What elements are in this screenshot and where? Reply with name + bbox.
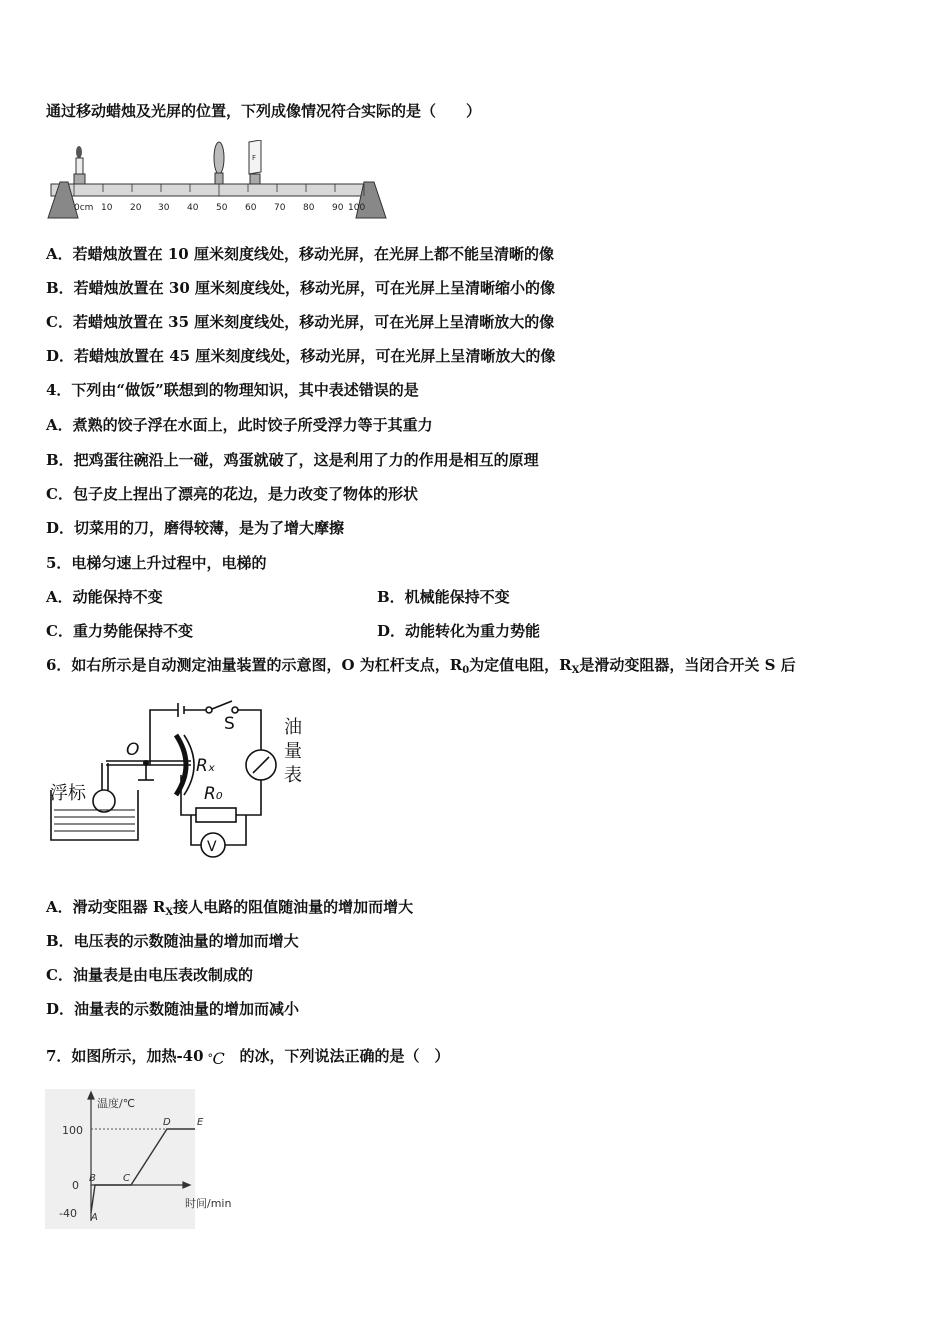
heating-curve-figure bbox=[45, 1089, 245, 1229]
y-tick-0: 0 bbox=[72, 1179, 79, 1192]
scale-label-40: 40 bbox=[187, 203, 199, 213]
q7-unit-c: C bbox=[212, 1049, 225, 1068]
optical-bench-figure bbox=[46, 140, 391, 222]
q6-stem-part2: 为定值电阻，R bbox=[469, 656, 572, 674]
screen-label: F bbox=[252, 154, 257, 162]
scale-label-20: 20 bbox=[130, 203, 142, 213]
candle bbox=[74, 146, 85, 184]
scale-label-60: 60 bbox=[245, 203, 257, 213]
q6-stem-part1: 6．如右所示是自动测定油量装置的示意图，O 为杠杆支点，R bbox=[46, 656, 463, 674]
q7-stem bbox=[46, 1046, 450, 1066]
q6-stem-subx: X bbox=[571, 665, 580, 676]
q7-stem-part2: 的冰，下列说法正确的是（ ） bbox=[239, 1047, 450, 1065]
y-tick-100: 100 bbox=[62, 1124, 83, 1137]
scale-label-0: 0cm bbox=[74, 203, 94, 213]
q6-option-d[interactable]: D．油量表的示数随油量的增加而减小 bbox=[46, 1000, 300, 1018]
q6-stem bbox=[46, 655, 796, 681]
oil-meter-label-1: 油 bbox=[284, 717, 302, 738]
float-label: 浮标 bbox=[50, 783, 86, 804]
q6-option-a-part1: A．滑动变阻器 R bbox=[46, 898, 166, 916]
oil-meter-label-3: 表 bbox=[284, 765, 302, 786]
bench-rail bbox=[51, 184, 371, 196]
q4-option-d[interactable]: D．切菜用的刀，磨得较薄，是为了增大摩擦 bbox=[46, 519, 345, 537]
convex-lens bbox=[214, 142, 224, 184]
r0-label: R₀ bbox=[204, 784, 223, 804]
q6-option-a[interactable] bbox=[46, 897, 413, 923]
q5-option-b[interactable]: B．机械能保持不变 bbox=[377, 588, 510, 606]
q7-unit-deg: ° bbox=[207, 1052, 214, 1065]
point-b-label: B bbox=[89, 1173, 96, 1184]
light-screen bbox=[249, 140, 261, 184]
point-c-label: C bbox=[123, 1173, 130, 1184]
q6-option-a-sub: X bbox=[165, 907, 174, 918]
q3-option-d[interactable]: D．若蜡烛放置在 45 厘米刻度线处，移动光屏，可在光屏上呈清晰放大的像 bbox=[46, 347, 556, 365]
point-e-label: E bbox=[197, 1117, 204, 1128]
q7-stem-part1: 7．如图所示，加热-40 bbox=[46, 1047, 204, 1065]
scale-label-10: 10 bbox=[101, 203, 113, 213]
switch-label: S bbox=[224, 714, 235, 734]
q6-option-a-part2: 接人电路的阻值随油量的增加而增大 bbox=[173, 898, 414, 916]
scale-label-50: 50 bbox=[216, 203, 228, 213]
q4-stem: 4．下列由“做饭”联想到的物理知识，其中表述错误的是 bbox=[46, 381, 419, 399]
scale-label-100: 100 bbox=[348, 203, 366, 213]
q4-option-c[interactable]: C．包子皮上捏出了漂亮的花边，是力改变了物体的形状 bbox=[46, 485, 418, 503]
q6-stem-sub0: 0 bbox=[462, 665, 470, 676]
q4-option-b[interactable]: B．把鸡蛋往碗沿上一碰，鸡蛋就破了，这是利用了力的作用是相互的原理 bbox=[46, 451, 539, 469]
scale-label-90: 90 bbox=[332, 203, 344, 213]
q6-option-b[interactable]: B．电压表的示数随油量的增加而增大 bbox=[46, 932, 299, 950]
y-tick-minus40: -40 bbox=[59, 1207, 77, 1220]
q5-option-d[interactable]: D．动能转化为重力势能 bbox=[377, 622, 541, 640]
q5-option-a[interactable]: A．动能保持不变 bbox=[46, 588, 163, 606]
q3-option-b[interactable]: B．若蜡烛放置在 30 厘米刻度线处，移动光屏，可在光屏上呈清晰缩小的像 bbox=[46, 279, 555, 297]
q3-option-a[interactable]: A．若蜡烛放置在 10 厘米刻度线处，移动光屏，在光屏上都不能呈清晰的像 bbox=[46, 245, 554, 263]
q5-option-c[interactable]: C．重力势能保持不变 bbox=[46, 622, 193, 640]
point-d-label: D bbox=[163, 1117, 171, 1128]
x-axis-label: 时间/min bbox=[185, 1197, 232, 1210]
oil-meter-label-2: 量 bbox=[284, 741, 302, 762]
y-axis-label: 温度/℃ bbox=[97, 1097, 136, 1110]
q4-option-a[interactable]: A．煮熟的饺子浮在水面上，此时饺子所受浮力等于其重力 bbox=[46, 416, 433, 434]
point-a-label: A bbox=[91, 1212, 98, 1223]
scale-label-80: 80 bbox=[303, 203, 315, 213]
oil-gauge-circuit-figure bbox=[46, 695, 316, 865]
rx-label: Rₓ bbox=[196, 756, 216, 776]
q5-stem: 5．电梯匀速上升过程中，电梯的 bbox=[46, 554, 267, 572]
q6-stem-part3: 是滑动变阻器，当闭合开关 S 后 bbox=[579, 656, 796, 674]
q3-option-c[interactable]: C．若蜡烛放置在 35 厘米刻度线处，移动光屏，可在光屏上呈清晰放大的像 bbox=[46, 313, 555, 331]
q6-option-c[interactable]: C．油量表是由电压表改制成的 bbox=[46, 966, 253, 984]
q3-stem: 通过移动蜡烛及光屏的位置，下列成像情况符合实际的是（ ） bbox=[46, 102, 482, 120]
voltmeter-label: V bbox=[207, 839, 217, 855]
scale-label-30: 30 bbox=[158, 203, 170, 213]
pivot-label: O bbox=[126, 740, 140, 760]
scale-label-70: 70 bbox=[274, 203, 286, 213]
